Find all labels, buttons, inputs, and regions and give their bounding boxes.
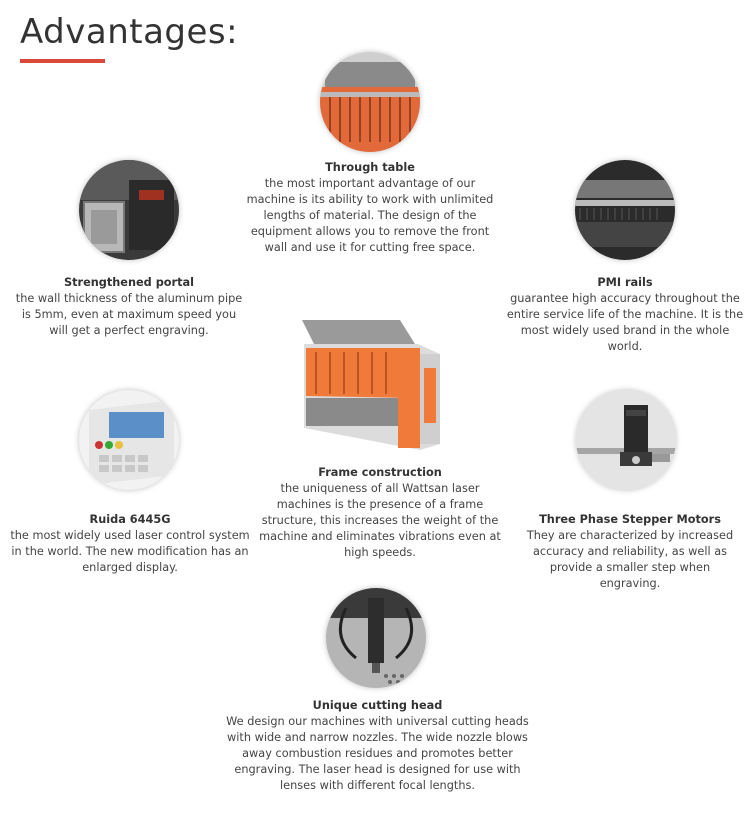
feature-text: the uniqueness of all Wattsan laser machines is the presence of a frame structure, this increases the weight of the machine and eliminates vibrations even at high speeds.	[259, 482, 501, 559]
through-table-image	[320, 52, 420, 152]
feature-heading: Frame construction	[318, 466, 442, 479]
feature-pmi-rails	[505, 275, 745, 355]
feature-text: guarantee high accuracy throughout the entire service life of the machine. It is the most widely used brand in the whole world.	[506, 292, 744, 353]
pmi-rails-image	[575, 160, 675, 260]
feature-text: the most widely used laser control system in the world. The new modification has an enlarged display.	[10, 529, 250, 574]
feature-cutting-head	[225, 698, 530, 794]
feature-heading: Ruida 6445G	[89, 513, 171, 526]
feature-heading: Strengthened portal	[63, 276, 195, 289]
feature-text: the most important advantage of our machine is its ability to work with unlimited lengths of material. The design of the equipment allows you to remove the front wall and use it for cutting free space.	[246, 177, 494, 254]
feature-through-table	[245, 160, 495, 256]
feature-heading: Through table	[325, 161, 415, 174]
title-underline	[20, 59, 105, 63]
feature-heading: PMI rails	[597, 276, 653, 289]
feature-text: We design our machines with universal cutting heads with wide and narrow nozzles. The wide nozzle blows away combustion residues and promotes better engraving. The laser head is designed for use with lenses with different focal lengths.	[226, 715, 529, 792]
laser-machine-image	[290, 318, 450, 458]
feature-heading: Unique cutting head	[312, 699, 443, 712]
feature-text: the wall thickness of the aluminum pipe is 5mm, even at maximum speed you will get a perfect engraving.	[15, 292, 243, 337]
cutting-head-image	[326, 588, 426, 688]
feature-text: They are characterized by increased accuracy and reliability, as well as provide a smaller step when engraving.	[526, 529, 734, 590]
feature-heading: Three Phase Stepper Motors	[539, 513, 721, 526]
ruida-controller-image	[79, 390, 179, 490]
feature-frame-construction	[255, 465, 505, 561]
page-title: Advantages:	[20, 12, 239, 52]
stepper-motor-image	[576, 390, 676, 490]
feature-stepper-motors	[525, 512, 735, 592]
feature-ruida	[10, 512, 250, 576]
strengthened-portal-image	[79, 160, 179, 260]
feature-strengthened-portal	[14, 275, 244, 339]
